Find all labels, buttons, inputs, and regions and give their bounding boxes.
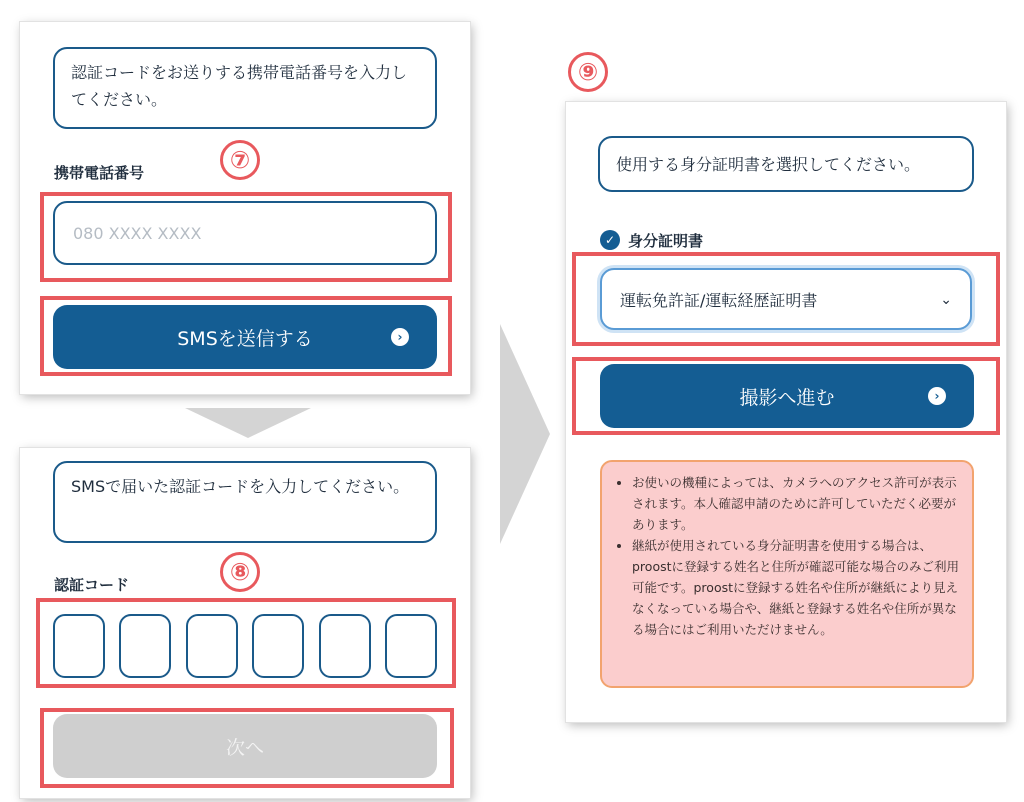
proceed-capture-label: 撮影へ進む <box>739 386 835 409</box>
highlight-phone-input <box>40 192 452 282</box>
chevron-right-circle-icon: › <box>928 387 946 405</box>
notice-box <box>600 460 974 688</box>
highlight-code-input <box>36 598 456 688</box>
highlight-proceed-button <box>572 357 1000 435</box>
id-field-label: 身分証明書 <box>628 232 704 250</box>
next-label: 次へ <box>225 736 264 759</box>
chevron-down-icon: ⌄ <box>940 292 952 308</box>
step-9-marker: ⑨ <box>568 52 608 92</box>
id-document-selected: 運転免許証/運転経歴証明書 <box>620 290 818 310</box>
phone-placeholder: 080 XXXX XXXX <box>73 223 202 243</box>
flow-arrow-down <box>185 408 311 438</box>
notice-item-continuation: • 継紙が使用されている身分証明書を使用する場合は、proostに登録する姓名と住所が確認可能な場合のみご利用可能です。proostに登録する姓名や住所が継紙により見えなくなっている場合や、継紙と登録する姓名や住所が異なる場合にはご利用いただけません。 <box>632 535 960 640</box>
flow-arrow-right <box>500 324 550 544</box>
highlight-send-button <box>40 296 452 376</box>
check-circle-icon: ✓ <box>600 230 620 250</box>
phone-field-label: 携帯電話番号 <box>54 164 145 182</box>
code-prompt: SMSで届いた認証コードを入力してください。 <box>53 461 437 543</box>
id-prompt: 使用する身分証明書を選択してください。 <box>598 136 974 192</box>
notice-item-camera: • お使いの機種によっては、カメラへのアクセス許可が表示されます。本人確認申請のために許可していただく必要があります。 <box>632 472 960 535</box>
step-7-marker: ⑦ <box>220 140 260 180</box>
step-8-marker: ⑧ <box>220 552 260 592</box>
code-field-label: 認証コード <box>54 576 130 594</box>
chevron-right-circle-icon: › <box>391 328 409 346</box>
phone-prompt: 認証コードをお送りする携帯電話番号を入力してください。 <box>53 47 437 129</box>
send-sms-label: SMSを送信する <box>177 327 313 350</box>
highlight-next-button <box>40 708 454 788</box>
highlight-id-select <box>572 252 1000 346</box>
